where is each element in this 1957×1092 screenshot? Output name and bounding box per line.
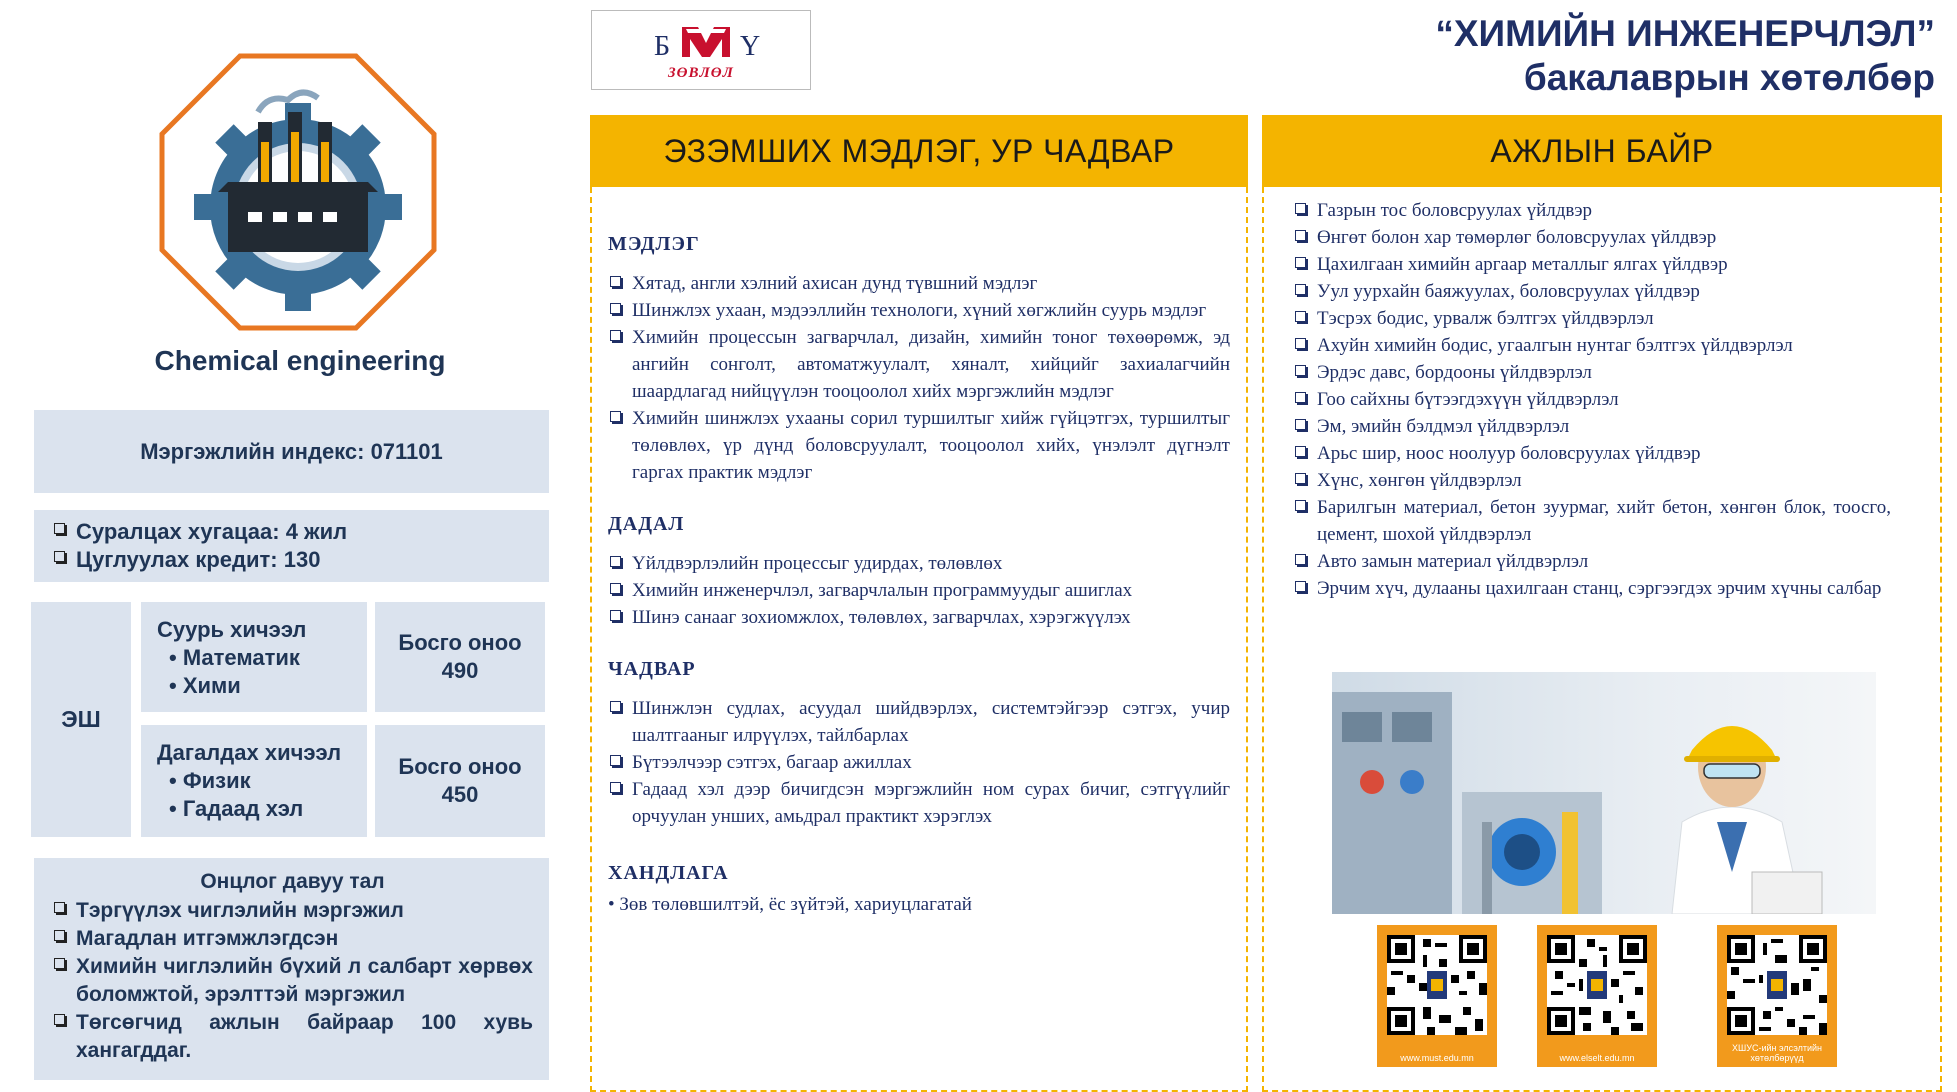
jobs-header: АЖЛЫН БАЙР xyxy=(1262,115,1942,187)
advantage-item: Тэргүүлэх чиглэлийн мэргэжил xyxy=(52,897,533,925)
advantage-item: Магадлан итгэмжлэгдсэн xyxy=(52,925,533,953)
program-title xyxy=(1435,12,1935,100)
job-item: Барилгын материал, бетон зуурмаг, хийт бетон, хөнгөн блок, тоосго, цемент, шохой үйлдвэрлэл xyxy=(1293,494,1891,548)
core-threshold-cell xyxy=(375,602,545,712)
extra-subject-physics: Физик xyxy=(182,768,251,793)
job-item: Гоо сайхны бүтээгдэхүүн үйлдвэрлэл xyxy=(1293,386,1891,413)
specialty-index-box xyxy=(34,410,549,493)
knowledge-title: МЭДЛЭГ xyxy=(608,233,700,255)
job-item: Уул уурхайн баяжуулах, боловсруулах үйлдвэр xyxy=(1293,278,1891,305)
extra-subjects-cell: Дагалдах хичээл • Физик • Гадаад хэл xyxy=(141,725,367,837)
qr-pattern-icon xyxy=(1387,935,1487,1035)
core-threshold-label: Босго оноо xyxy=(398,630,522,655)
advantages-title: Онцлог давуу тал xyxy=(200,870,385,893)
job-item: Авто замын материал үйлдвэрлэл xyxy=(1293,548,1891,575)
advantages-box xyxy=(34,858,549,1080)
core-subject-chem: Хими xyxy=(182,673,241,698)
study-duration: Суралцах хугацаа: 4 жил xyxy=(52,518,549,546)
core-subjects-title: Суурь хичээл xyxy=(157,617,307,642)
study-credits: Цуглуулах кредит: 130 xyxy=(52,546,549,574)
logo-letter-left: Б xyxy=(654,31,671,62)
job-item: Хүнс, хөнгөн үйлдвэрлэл xyxy=(1293,467,1891,494)
skills-header: ЭЗЭМШИХ МЭДЛЭГ, УР ЧАДВАР xyxy=(590,115,1248,187)
study-info-box xyxy=(34,510,549,582)
habits-list xyxy=(608,550,1230,631)
job-item: Эм, эмийн бэлдмэл үйлдвэрлэл xyxy=(1293,413,1891,440)
ability-item: Гадаад хэл дээр бичигдсэн мэргэжлийн ном сурах бичиг, сэтгүүлийг орчуулан унших, амьдрал практикт хэрэглэх xyxy=(608,776,1230,830)
job-item: Арьс шир, ноос ноолуур боловсруулах үйлдвэр xyxy=(1293,440,1891,467)
attitude-text: Зөв төлөвшилтэй, ёс зүйтэй, хариуцлагатай xyxy=(619,894,972,915)
extra-threshold-cell xyxy=(375,725,545,837)
skills-panel xyxy=(590,187,1248,1092)
habit-item: Химийн инженерчлэл, загварчлалын программуудыг ашиглах xyxy=(608,577,1230,604)
extra-threshold-label: Босго оноо xyxy=(398,754,522,779)
extra-subjects-title: Дагалдах хичээл xyxy=(157,740,342,765)
advantage-item: Төгсөгчид ажлын байраар 100 хувь хангагддаг. xyxy=(52,1009,533,1065)
exam-label: ЭШ xyxy=(61,706,101,732)
qr-caption-elselt: www.elselt.edu.mn xyxy=(1559,1053,1635,1063)
job-item: Ахуйн химийн бодис, угаалгын нунтаг бэлтгэх үйлдвэрлэл xyxy=(1293,332,1891,359)
knowledge-item: Химийн шинжлэх ухааны сорил туршилтыг хийж гүйцэтгэх, туршилтыг төлөвлөх, үр дүнд боловсруулалт, тооцоолол хийх, үнэлэлт дүгнэлт гаргах практик мэдлэг xyxy=(608,405,1230,486)
extra-threshold-value: 450 xyxy=(441,782,479,807)
qr-code-elselt[interactable] xyxy=(1537,925,1657,1067)
program-emblem xyxy=(158,52,438,332)
job-item: Цахилгаан химийн аргаар металлыг ялгах үйлдвэр xyxy=(1293,251,1891,278)
logo-subtitle: ЗӨВЛӨЛ xyxy=(668,65,734,81)
knowledge-item: Шинжлэх ухаан, мэдээллийн технологи, хүний хөгжлийн суурь мэдлэг xyxy=(608,297,1230,324)
qr-pattern-icon xyxy=(1727,935,1827,1035)
english-program-name: Chemical engineering xyxy=(154,345,446,376)
habit-item: Үйлдвэрлэлийн процессыг удирдах, төлөвлөх xyxy=(608,550,1230,577)
core-subjects-cell: Суурь хичээл • Математик • Хими xyxy=(141,602,367,712)
ability-item: Бүтээлчээр сэтгэх, багаар ажиллах xyxy=(608,749,1230,776)
logo-mark-icon xyxy=(680,23,732,57)
advantage-item: Химийн чиглэлийн бүхий л салбарт хөрвөх боломжтой, эрэлттэй мэргэжил xyxy=(52,953,533,1009)
qr-caption-must: www.must.edu.mn xyxy=(1400,1053,1474,1063)
qr-code-must[interactable] xyxy=(1377,925,1497,1067)
job-item: Эрчим хүч, дулааны цахилгаан станц, сэргээгдэх эрчим хүчны салбар xyxy=(1293,575,1891,602)
qr-pattern-icon xyxy=(1547,935,1647,1035)
job-item: Өнгөт болон хар төмөрлөг боловсруулах үйлдвэр xyxy=(1293,224,1891,251)
jobs-list-wrap xyxy=(1293,197,1891,602)
knowledge-item: Хятад, англи хэлний ахисан дунд түвшний мэдлэг xyxy=(608,270,1230,297)
habits-title: ДАДАЛ xyxy=(608,513,685,535)
qr-code-programs[interactable] xyxy=(1717,925,1837,1067)
jobs-list xyxy=(1293,197,1891,602)
exam-label-cell xyxy=(31,602,131,837)
knowledge-item: Химийн процессын загварчлал, дизайн, химийн тоног төхөөрөмж, эд ангийн сонголт, автоматжуулалт, хяналт, хийцийг захиалагчийн шаардлагад нийцүүлэн тооцоолол хийх мэргэжлийн мэдлэг xyxy=(608,324,1230,405)
specialty-index-text: Мэргэжлийн индекс: 071101 xyxy=(140,439,443,464)
council-logo xyxy=(591,10,811,90)
job-item: Газрын тос боловсруулах үйлдвэр xyxy=(1293,197,1891,224)
engineer-photo xyxy=(1332,672,1876,914)
core-threshold-value: 490 xyxy=(441,658,479,683)
job-item: Тэсрэх бодис, урвалж бэлтгэх үйлдвэрлэл xyxy=(1293,305,1891,332)
logo-letter-right: Ү xyxy=(740,31,761,62)
core-subject-math: Математик xyxy=(182,645,300,670)
extra-subject-language: Гадаад хэл xyxy=(182,796,304,821)
attitude-title: ХАНДЛАГА xyxy=(608,862,729,884)
knowledge-list xyxy=(608,270,1230,486)
habit-item: Шинэ санааг зохиомжлох, төлөвлөх, загварчлах, хэрэгжүүлэх xyxy=(608,604,1230,631)
program-title-line2: бакалаврын хөтөлбөр xyxy=(1523,57,1935,98)
abilities-title: ЧАДВАР xyxy=(608,658,696,680)
abilities-list xyxy=(608,695,1230,830)
ability-item: Шинжлэн судлах, асуудал шийдвэрлэх, системтэйгээр сэтгэх, учир шалтгааныг илрүүлэх, тайлбарлах xyxy=(608,695,1230,749)
attitude-item: • Зөв төлөвшилтэй, ёс зүйтэй, хариуцлагатай xyxy=(608,894,972,915)
program-title-line1: “ХИМИЙН ИНЖЕНЕРЧЛЭЛ” xyxy=(1435,13,1935,54)
job-item: Эрдэс давс, бордооны үйлдвэрлэл xyxy=(1293,359,1891,386)
qr-caption-programs: ХШУС-ийн элсэлтийн хөтөлбөрүүд xyxy=(1731,1043,1823,1063)
